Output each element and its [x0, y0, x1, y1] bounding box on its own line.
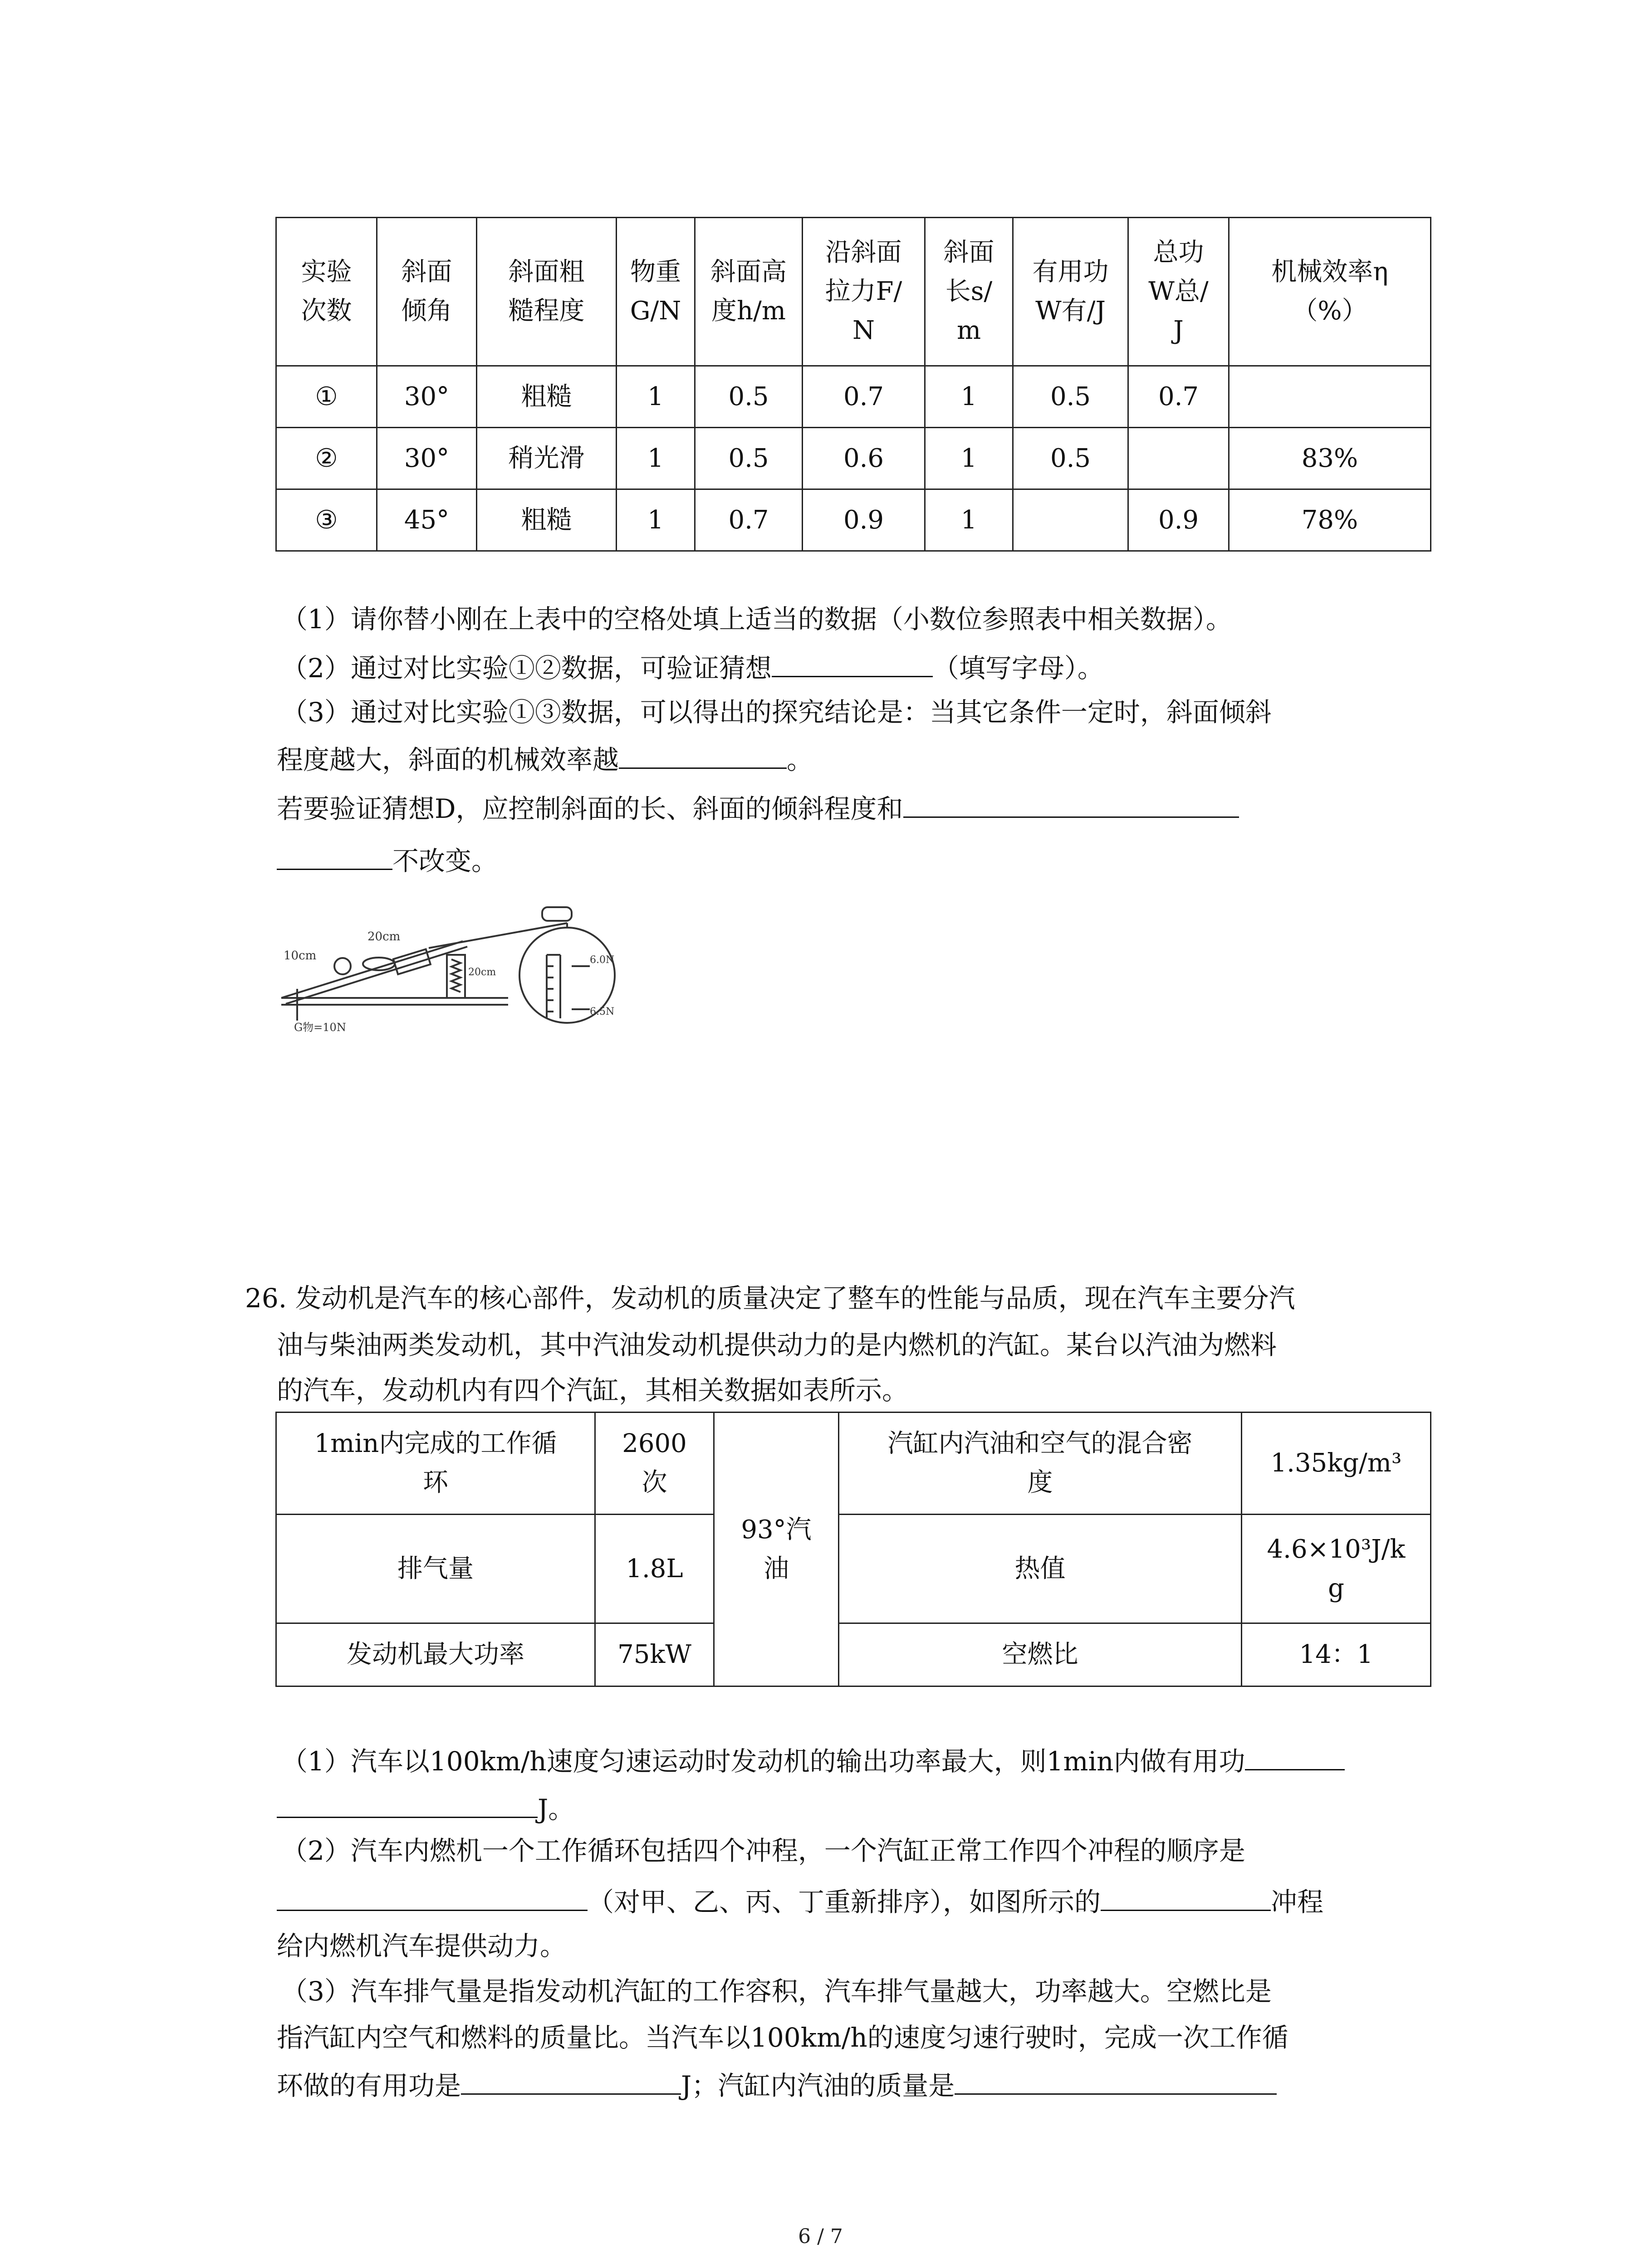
q26-part2-text: （2）汽车内燃机一个工作循环包括四个冲程，一个汽缸正常工作四个冲程的顺序是 [281, 1835, 1245, 1866]
q26-part3-text-4: J；汽缸内汽油的质量是 [681, 2070, 955, 2101]
answer-blank[interactable] [461, 2066, 681, 2095]
q25-part2-hint: （填写字母）。 [932, 653, 1104, 684]
q26-intro-text: 油与柴油两类发动机，其中汽油发动机提供动力的是内燃机的汽缸。某台以汽油为燃料 [277, 1330, 1277, 1360]
table-cell: 0.5 [1013, 366, 1128, 428]
table-cell: 30° [377, 366, 477, 428]
answer-blank[interactable] [1101, 1882, 1271, 1911]
table-cell: ① [276, 366, 377, 428]
figure-label: 20cm [367, 930, 401, 943]
table-cell: 0.9 [803, 489, 925, 551]
q26-intro-2 [277, 1327, 1277, 1363]
table-cell[interactable] [1229, 366, 1431, 428]
table-cell: 1.35kg/m³ [1242, 1413, 1431, 1515]
header-cell: 总功 W总/ J [1128, 218, 1229, 366]
header-cell: 机械效率η （%） [1229, 218, 1431, 366]
table-cell: 4.6×10³J/k g [1242, 1515, 1431, 1623]
table-cell: 75kW [595, 1623, 714, 1686]
q26-part2-end [277, 1928, 566, 1964]
q25-part1-text: （1）请你替小刚在上表中的空格处填上适当的数据（小数位参照表中相关数据）。 [281, 604, 1232, 635]
q26-part2-text-3: 冲程 [1271, 1887, 1324, 1917]
table-cell: 排气量 [276, 1515, 595, 1623]
table-cell: 0.5 [695, 366, 803, 428]
table-cell[interactable] [1128, 428, 1229, 489]
q26-part3-text: （3）汽车排气量是指发动机汽缸的工作容积，汽车排气量越大，功率越大。空燃比是 [281, 1976, 1272, 2007]
table-cell: ② [276, 428, 377, 489]
q25-part3 [281, 694, 1272, 730]
answer-blank[interactable] [772, 649, 933, 677]
q26-part1-text: （1）汽车以100km/h速度匀速运动时发动机的输出功率最大，则1min内做有用功 [281, 1746, 1245, 1777]
table-cell: 83% [1229, 428, 1431, 489]
header-cell: 物重 G/N [617, 218, 695, 366]
answer-blank[interactable] [619, 740, 787, 769]
header-cell: 有用功 W有/J [1013, 218, 1128, 366]
q26-part2 [281, 1833, 1245, 1869]
page-number: 6 / 7 [798, 2225, 843, 2248]
q25-part3-cont [277, 740, 813, 778]
q26-part1-end: J。 [538, 1794, 575, 1824]
header-cell: 沿斜面 拉力F/ N [803, 218, 925, 366]
table-cell: 1 [925, 366, 1013, 428]
q26-part1 [281, 1742, 1345, 1779]
q26-part2-cont [277, 1882, 1323, 1920]
incline-experiment-table [275, 217, 1431, 552]
table-row [276, 366, 1431, 428]
q26-part3-text-3: 环做的有用功是 [277, 2070, 461, 2101]
table-cell: 30° [377, 428, 477, 489]
table-cell: 0.7 [803, 366, 925, 428]
table-cell: 0.5 [1013, 428, 1128, 489]
q25-part4 [277, 789, 1239, 827]
q26-part3-end [277, 2066, 1277, 2104]
figure-label: 20cm [468, 967, 496, 978]
table-row [276, 1515, 1431, 1623]
answer-blank[interactable] [955, 2066, 1277, 2095]
q26-part3 [281, 1973, 1272, 2009]
q26-part3-cont [277, 2019, 1288, 2056]
answer-blank[interactable] [277, 841, 392, 870]
q25-part3-end: 。 [787, 744, 813, 775]
figure-label: G物=10N [294, 1021, 346, 1034]
header-cell: 斜面 长s/ m [925, 218, 1013, 366]
q25-part2 [281, 649, 1104, 686]
table-row [276, 489, 1431, 551]
table-cell: 1 [925, 489, 1013, 551]
answer-blank[interactable] [277, 1882, 588, 1911]
table-cell: 汽缸内汽油和空气的混合密 度 [839, 1413, 1242, 1515]
table-cell: 0.5 [695, 428, 803, 489]
table-cell: 1 [617, 366, 695, 428]
header-cell: 实验 次数 [276, 218, 377, 366]
q25-part3-text: （3）通过对比实验①③数据，可以得出的探究结论是：当其它条件一定时，斜面倾斜 [281, 697, 1272, 728]
incline-diagram [272, 891, 635, 1036]
table-cell: 1 [617, 428, 695, 489]
fuel-type-cell: 93°汽 油 [714, 1413, 839, 1686]
table-cell: 发动机最大功率 [276, 1623, 595, 1686]
table-cell: 1.8L [595, 1515, 714, 1623]
header-cell: 斜面高 度h/m [695, 218, 803, 366]
table-cell: 0.9 [1128, 489, 1229, 551]
table-row [276, 1623, 1431, 1686]
q26-intro-text: 的汽车，发动机内有四个汽缸，其相关数据如表所示。 [277, 1375, 909, 1406]
table-cell: 1 [617, 489, 695, 551]
q26-part3-text-2: 指汽缸内空气和燃料的质量比。当汽车以100km/h的速度匀速行驶时，完成一次工作循 [277, 2022, 1288, 2053]
table-cell: 空燃比 [839, 1623, 1242, 1686]
table-cell: 0.6 [803, 428, 925, 489]
figure-label: 6.5N [590, 1006, 615, 1017]
answer-blank[interactable] [277, 1789, 538, 1818]
answer-blank[interactable] [1245, 1742, 1345, 1770]
engine-data-table [275, 1412, 1431, 1687]
table-cell: 78% [1229, 489, 1431, 551]
table-cell: 稍光滑 [477, 428, 617, 489]
q26-intro-3 [277, 1372, 908, 1408]
q25-part4-end: 不改变。 [392, 846, 498, 876]
table-cell: 粗糙 [477, 366, 617, 428]
header-cell: 斜面 倾角 [377, 218, 477, 366]
table-cell: 1 [925, 428, 1013, 489]
q26-part2-text-4: 给内燃机汽车提供动力。 [277, 1931, 567, 1961]
table-cell: 1min内完成的工作循 环 [276, 1413, 595, 1515]
q25-part3-text-2: 程度越大，斜面的机械效率越 [277, 744, 619, 775]
q26-part2-text-2: （对甲、乙、丙、丁重新排序），如图所示的 [588, 1887, 1101, 1917]
q25-part1 [281, 601, 1232, 637]
table-row [276, 428, 1431, 489]
q26-intro-text: 26. 发动机是汽车的核心部件，发动机的质量决定了整车的性能与品质，现在汽车主要分汽 [245, 1283, 1295, 1314]
q26-intro-1 [245, 1280, 1295, 1316]
table-cell: 粗糙 [477, 489, 617, 551]
table-cell: 0.7 [1128, 366, 1229, 428]
header-cell: 斜面粗 糙程度 [477, 218, 617, 366]
table-cell[interactable] [1013, 489, 1128, 551]
table-cell: 0.7 [695, 489, 803, 551]
table-cell: ③ [276, 489, 377, 551]
answer-blank[interactable] [903, 789, 1239, 818]
q25-part4-text: 若要验证猜想D，应控制斜面的长、斜面的倾斜程度和 [277, 793, 903, 824]
table-row [276, 1413, 1431, 1515]
q26-part1-cont [277, 1789, 574, 1827]
table-cell: 2600 次 [595, 1413, 714, 1515]
table-cell: 45° [377, 489, 477, 551]
table-cell: 热值 [839, 1515, 1242, 1623]
figure-label: 10cm [284, 949, 317, 963]
q25-part4-cont [277, 841, 498, 879]
table-cell: 14：1 [1242, 1623, 1431, 1686]
q25-part2-text: （2）通过对比实验①②数据，可验证猜想 [281, 653, 772, 684]
figure-label: 6.0N [590, 954, 615, 966]
